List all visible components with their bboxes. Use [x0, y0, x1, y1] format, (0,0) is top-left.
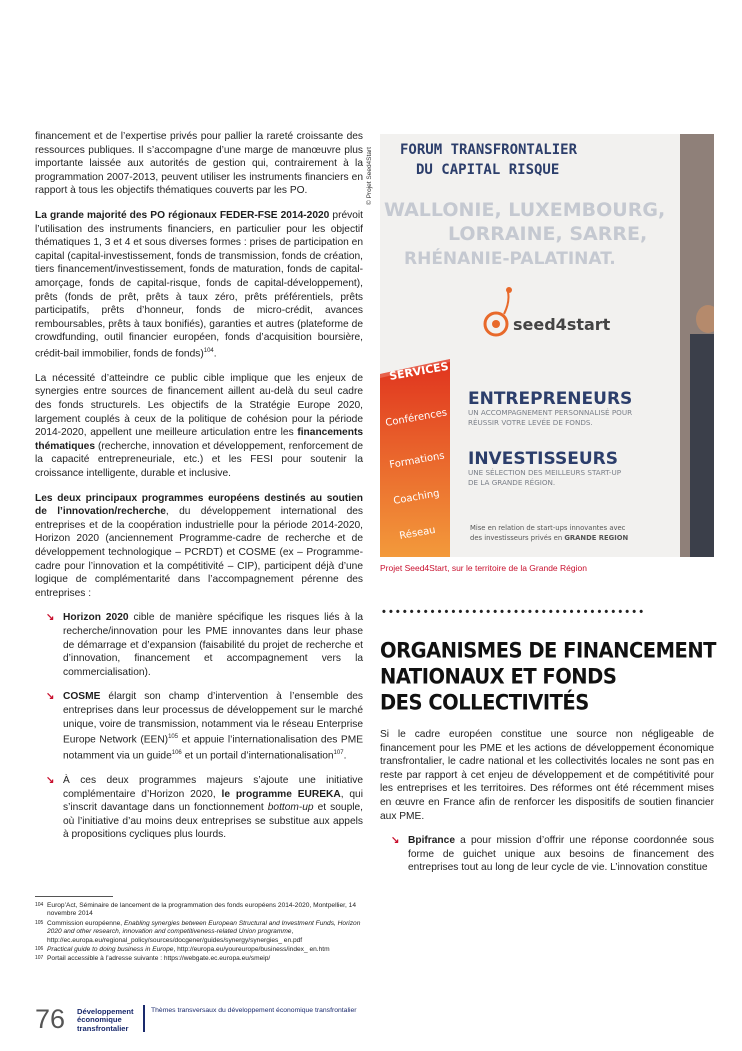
footnote-italic: Practical guide to doing business in Europe	[47, 946, 174, 954]
bold-financements-thematiques: financements thématiques	[35, 427, 363, 452]
mise-line1: Mise en relation de start-ups innovantes avec	[470, 524, 626, 532]
page-number: 76	[35, 1004, 66, 1034]
organismes-list	[380, 834, 714, 875]
text-bpifrance: a pour mission d’offrir une réponse coordonnée sous forme de guichet unique aux besoins de financement des entreprises tout au long de leur cycle de vie. L’innovation constitue	[408, 835, 714, 874]
left-column	[35, 130, 363, 853]
brand-line3: transfrontalier	[77, 1023, 129, 1033]
services-title: SERVICES	[388, 359, 450, 383]
service-conferences: Conférences	[384, 407, 448, 429]
text-cosme-b: et appuie l’internationalisation des PME notamment via un guide	[63, 734, 363, 762]
service-coaching: Coaching	[392, 488, 441, 507]
bold-eureka: le programme EUREKA	[221, 788, 341, 800]
photo-illustration	[380, 134, 714, 557]
bold-bpifrance: Bpifrance	[408, 835, 455, 847]
footnote-ref-107[interactable]: 107	[333, 750, 344, 757]
text-cosme-a: élargit son champ d’intervention à l’ensemble des entreprises dans leur processus de développement sur le marché unique, voire de transmission, notamment via le réseau Enterprise Europe Network (EEN)	[63, 691, 363, 746]
paragraph-po-regionaux	[35, 209, 363, 361]
bold-po-regionaux: La grande majorité des PO régionaux FEDER-FSE 2014-2020	[35, 209, 330, 221]
text-synergies-a: La nécessité d’atteindre ce public cible implique que les enjeux de synergies entre sources de financement aillent au-delà du seul cadre des fonds structurels. Les objectifs de la Stratégie Europe 2020, largement couplés à ceux de la politique de cohésion pour la période 2014-2020, appellent une meilleure articulation entre les	[35, 372, 363, 439]
banner-line1: FORUM TRANSFRONTALIER	[400, 142, 578, 158]
footnote-text: Commission européenne,	[47, 919, 124, 927]
entrepreneurs-sub2: RÉUSSIR VOTRE LEVÉE DE FONDS.	[468, 418, 593, 427]
arrow-bullet-icon: ↘	[391, 835, 400, 847]
text-synergies-b: (recherche, innovation et développement, renforcement de la capacité entrepreneuriale, etc.) et les FESI pour soutenir la croissance intelligente, durable et inclusive.	[35, 440, 363, 480]
photo-credit-text: © Projet Seed4Start	[366, 147, 373, 205]
footer-brand	[77, 1008, 134, 1033]
footnote-italic: Enabling synergies between European Structural and Investment Funds, Horizon 2020 and other research, innovation and competitiveness-related Union programme	[47, 919, 361, 936]
banner-line2: DU CAPITAL RISQUE	[416, 162, 560, 178]
section-dots-divider: ••••••••••••••••••••••••••••••••••••••	[382, 606, 647, 618]
text-eureka-c: et souple, où l’initiative d’au moins deux entreprises se substitue aux appels à propositions cycliques plus lourds.	[63, 802, 363, 841]
photo-credit	[366, 135, 378, 205]
footnotes	[35, 902, 365, 965]
right-column	[380, 728, 714, 886]
bold-programmes: Les deux principaux programmes européens destinés au soutien de l’innovation/recherche	[35, 492, 363, 518]
mise-line2	[470, 534, 629, 542]
footnote-ref-105[interactable]: 105	[168, 734, 179, 741]
text-horizon2020: cible de manière spécifique les risques liés à la recherche/innovation pour les PME innovantes dans leur phase de démarrage et d’expansion (faisabilité du projet de recherche et d’innovation, financement et accompagnement vers la commercialisation).	[63, 612, 363, 678]
footnote-107	[35, 955, 365, 963]
footnote-ref-104[interactable]: 104	[203, 347, 214, 354]
footer-divider	[143, 1005, 145, 1032]
mise-line2-text: des investisseurs privés en	[470, 534, 565, 542]
regions-line2: LORRAINE, SARRE,	[448, 223, 648, 245]
investisseurs-sub2: DE LA GRANDE RÉGION.	[468, 478, 556, 487]
person-body	[690, 334, 714, 557]
photo-caption: Projet Seed4Start, sur le territoire de la Grande Région	[380, 563, 587, 573]
regions-line1: WALLONIE, LUXEMBOURG,	[384, 199, 666, 221]
text-eureka-b: , qui s’inscrit davantage dans un fonctionnement	[63, 788, 363, 814]
footnote-text: Europ’Act, Séminaire de lancement de la programmation des fonds européens 2014-2020, Montpellier, 14 novembre 2014	[47, 902, 356, 918]
brand-line1: Développement	[77, 1007, 134, 1016]
footnote-106	[35, 946, 365, 954]
programmes-list	[35, 611, 363, 842]
mise-line2-bold: GRANDE REGION	[564, 534, 629, 542]
paragraph-synergies	[35, 372, 363, 481]
bold-horizon2020: Horizon 2020	[63, 612, 129, 624]
arrow-bullet-icon: ↘	[46, 612, 55, 624]
footnote-link[interactable]: Portail accessible à l’adresse suivante : https://webgate.ec.europa.eu/smeip/	[47, 955, 271, 963]
footnote-number: 104	[35, 902, 44, 908]
section-title-line3: DES COLLECTIVITÉS	[380, 689, 589, 715]
footnote-number: 105	[35, 919, 44, 926]
text-cosme-c: et un portail d’internationalisation	[181, 750, 334, 762]
arrow-bullet-icon: ↘	[46, 691, 55, 703]
brand-line2: économique	[77, 1015, 122, 1025]
footnote-divider	[35, 896, 113, 897]
footnote-ref-106[interactable]: 106	[171, 750, 182, 757]
text-programmes: , du développement international des entreprises et de la coopération industrielle pour la période 2014-2020, Horizon 2020 (anciennement Programme-cadre de recherche et de développement technologique – PCRDT) et COSME (ex – Programme-cadre pour l’innovation et la compétitivité – CIP), participent déjà d’une logique de complémentarité dans l’accompagnement pérenne des entreprises :	[35, 506, 363, 599]
investisseurs-title: INVESTISSEURS	[468, 449, 618, 469]
list-item-cosme	[35, 690, 363, 763]
list-item-horizon2020	[35, 611, 363, 679]
investisseurs-sub1: UNE SÉLECTION DES MEILLEURS START-UP	[468, 468, 622, 477]
service-formations: Formations	[388, 450, 446, 471]
logo-text: seed4start	[513, 315, 611, 334]
footnote-link[interactable]: , http://ec.europa.eu/regional_policy/sources/docgener/guides/synergy/synergies_ en.pdf	[47, 928, 303, 944]
text-eureka-a: À ces deux programmes majeurs s’ajoute une initiative complémentaire d’Horizon 2020,	[63, 775, 363, 800]
bold-cosme: COSME	[63, 691, 101, 703]
paragraph-intro: financement et de l’expertise privés pour pallier la rareté croissante des ressources publiques. Il s’accompagne d’une marge de manœuvre plus importante laissée aux autorités de gestion qui, contrairement à la programmation 2007-2013, peuvent utiliser les instruments financiers en rapport à tous les objectifs thématiques couverts par les PO.	[35, 131, 363, 197]
entrepreneurs-sub1: UN ACCOMPAGNEMENT PERSONNALISÉ POUR	[468, 408, 633, 417]
photo-seed4start	[380, 134, 714, 557]
footnote-104	[35, 902, 365, 919]
footnote-link[interactable]: , http://europa.eu/youreurope/business/index_ en.htm	[173, 946, 330, 954]
service-reseau: Réseau	[398, 524, 437, 542]
arrow-bullet-icon: ↘	[46, 775, 55, 787]
list-item-eureka	[35, 774, 363, 842]
footer-series-title: Thèmes transversaux du développement économique transfrontalier	[151, 1007, 357, 1014]
footnote-105	[35, 920, 365, 945]
list-item-bpifrance	[380, 834, 714, 875]
footnote-number: 106	[35, 946, 44, 953]
period: .	[343, 750, 347, 762]
italic-bottom-up: bottom-up	[267, 802, 314, 814]
regions-line3: RHÉNANIE-PALATINAT.	[404, 249, 616, 269]
section-title-line1: ORGANISMES DE FINANCEMENT	[380, 638, 716, 663]
paragraph-programmes	[35, 492, 363, 601]
text-po-regionaux: prévoit l’utilisation des instruments financiers, en particulier pour les objectif thématiques 1, 3 et 4 et sous diverses formes : prises de participation en capital (capital-investissement, fonds de transmission, fonds de création, tiers financement/investissement, fonds de maturation, fonds de capital-amorçage, fonds de capital-risque, fonds de capital-développement), prêts (fonds de prêt, prêts à taux zéro, prêts préférentiels, prêts participatifs, prêts d’honneur, fonds de micro-crédit, avances remboursables, prêts à taux bonifiés), garanties et autres (plateforme de crowdfunding, outil financier européen, fonds d’acquisition boursière, crédit-bail immobilier, fonds de fonds)	[35, 209, 363, 360]
period: .	[213, 348, 217, 360]
section-title-line2: NATIONAUX ET FONDS	[380, 663, 617, 689]
section-title	[380, 638, 720, 716]
paragraph-cadre-national: Si le cadre européen constitue une source non négligeable de financement pour les PME et les actions de développement économique transfrontalier, le cadre national et les collectivités locales ne sont pas en reste par rapport à cet enjeu de développement et de compétitivité pour les entreprises et les territoires. Des réformes ont été récemment mises en œuvre en France afin de renforcer les dispositifs de soutien financier aux PME.	[380, 729, 714, 822]
footnote-number: 107	[35, 955, 44, 962]
entrepreneurs-title: ENTREPRENEURS	[468, 389, 633, 409]
